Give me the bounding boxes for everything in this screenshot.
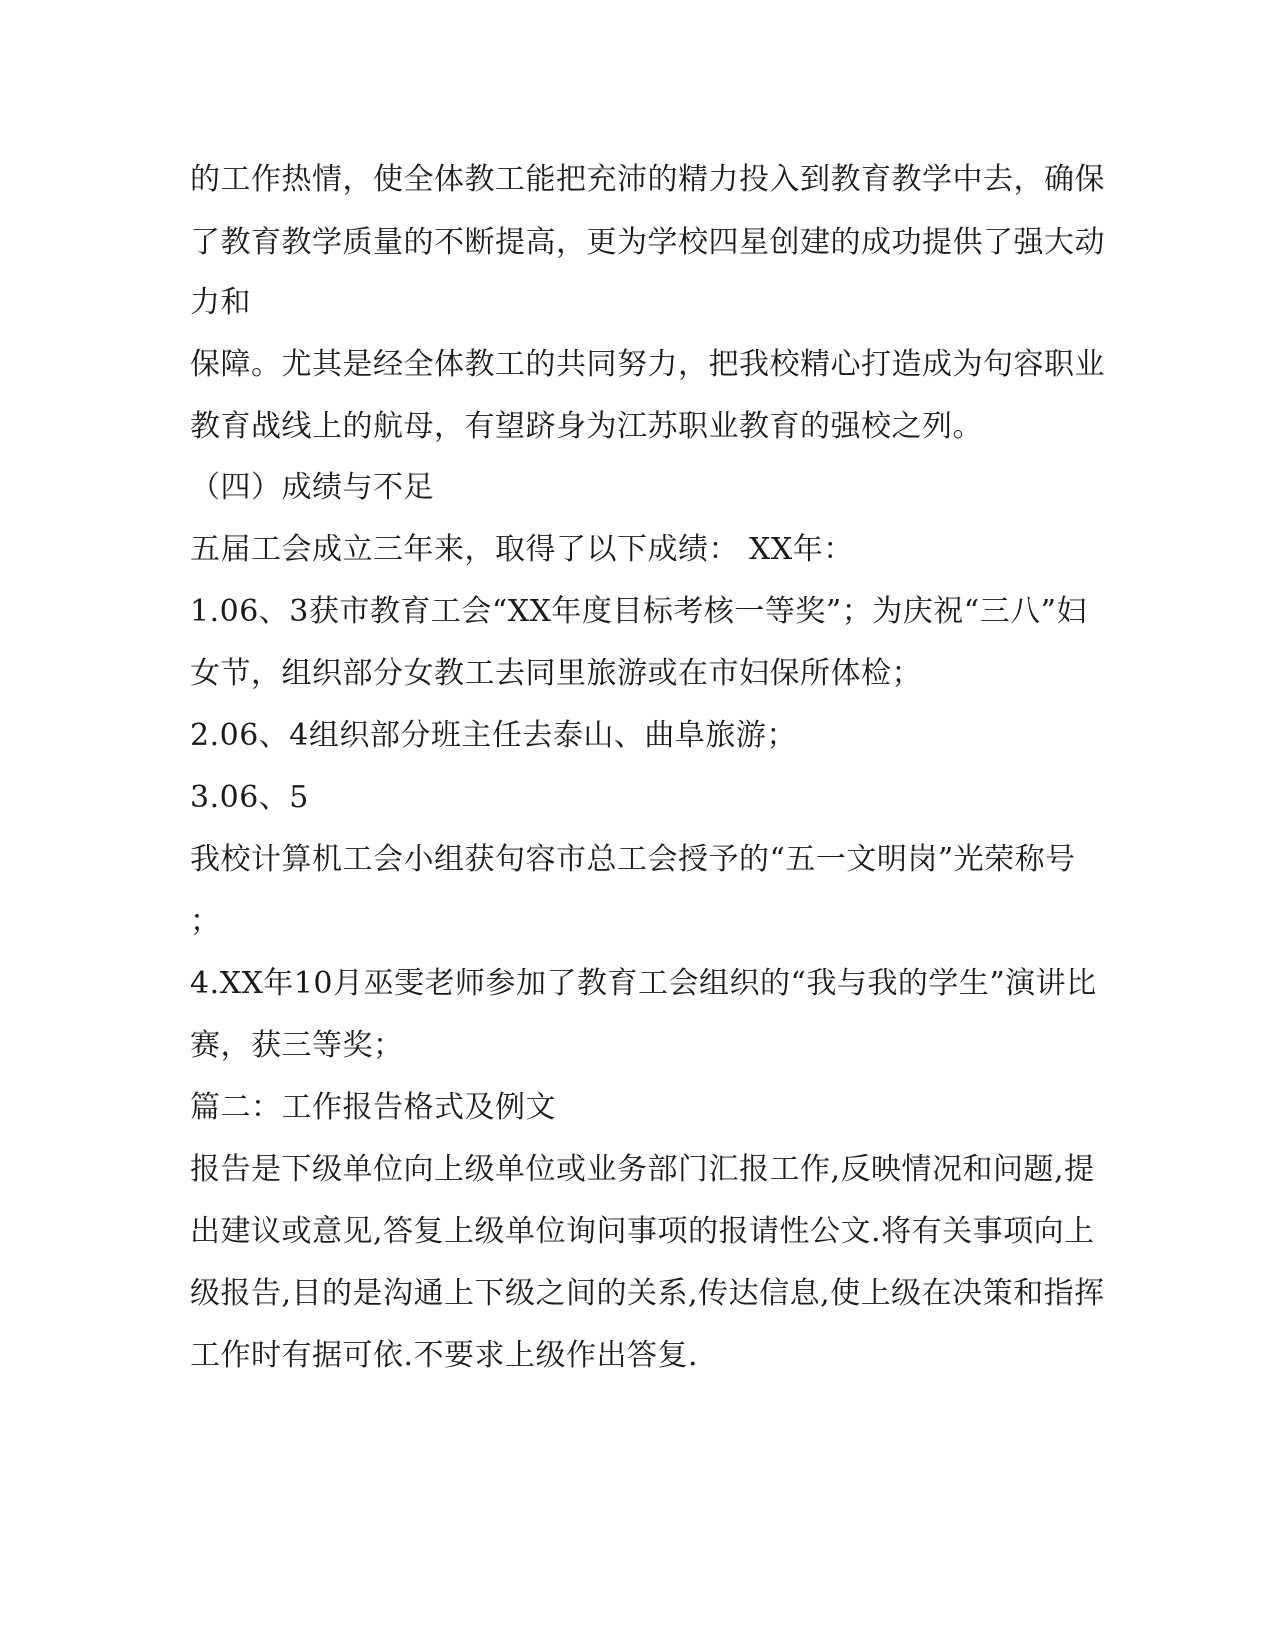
body-text-line: 出建议或意见,答复上级单位询问事项的报请性公文.将有关事项向上 [190, 1214, 1095, 1249]
body-text-line: 了教育教学质量的不断提高，更为学校四星创建的成功提供了强大动 [190, 225, 1105, 260]
body-text-line: 的工作热情，使全体教工能把充沛的精力投入到教育教学中去，确保 [190, 162, 1105, 197]
list-item-line: ； [190, 904, 221, 939]
body-text-line: 五届工会成立三年来，取得了以下成绩： XX年： [190, 532, 854, 567]
body-text-line: 力和 [190, 285, 251, 320]
list-item-line: 我校计算机工会小组获句容市总工会授予的“五一文明岗”光荣称号 [190, 842, 1076, 877]
list-item-line: 4.XX年10月巫雯老师参加了教育工会组织的“我与我的学生”演讲比 [190, 966, 1097, 1001]
list-item-line: 1.06、3获市教育工会“XX年度目标考核一等奖”；为庆祝“三八”妇 [190, 594, 1087, 629]
body-text-line: 工作时有据可依.不要求上级作出答复. [190, 1338, 699, 1373]
list-item-line: 女节，组织部分女教工去同里旅游或在市妇保所体检； [190, 656, 922, 691]
body-text-line: 级报告,目的是沟通上下级之间的关系,传达信息,使上级在决策和指挥 [190, 1276, 1105, 1311]
body-text-line: 教育战线上的航母，有望跻身为江苏职业教育的强校之列。 [190, 409, 983, 444]
list-item-line: 2.06、4组织部分班主任去泰山、曲阜旅游； [190, 718, 797, 753]
section-heading: 篇二：工作报告格式及例文 [190, 1090, 556, 1125]
body-text-line: 保障。尤其是经全体教工的共同努力，把我校精心打造成为句容职业 [190, 347, 1105, 382]
list-item-line: 赛，获三等奖； [190, 1028, 404, 1063]
body-text-line: 报告是下级单位向上级单位或业务部门汇报工作,反映情况和问题,提 [190, 1152, 1095, 1187]
list-item-line: 3.06、5 [190, 780, 309, 815]
section-heading: （四）成绩与不足 [190, 470, 434, 505]
